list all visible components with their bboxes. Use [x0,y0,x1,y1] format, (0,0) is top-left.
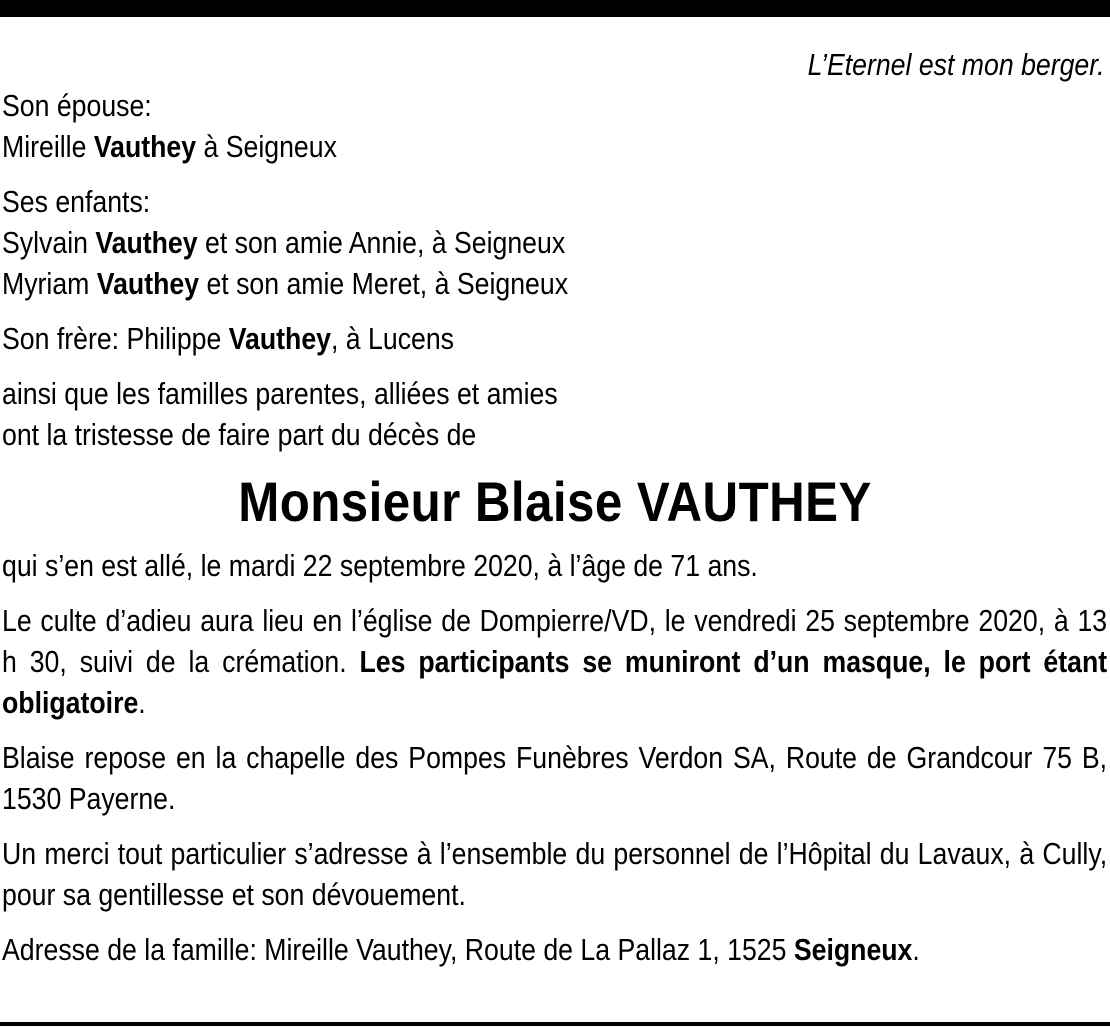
address-text: Adresse de la famille: Mireille Vauthey, Route de La Pallaz 1, 1525 [2,932,794,967]
ceremony-end: . [138,685,146,720]
address-town: Seigneux [793,932,913,967]
child-surname: Vauthey [95,225,198,260]
child-first: Sylvain [2,225,96,260]
child-surname: Vauthey [96,266,200,301]
ceremony-text: Le culte d’adieu aura lieu en l’église de Dompierre/VD, le vendredi 25 septembre 2020, à 13 h 30, suivi de la crémation. [2,603,1108,679]
brother-line [2,318,953,359]
spouse-surname: Vauthey [93,129,197,164]
family-address [2,929,953,970]
rests-paragraph: Blaise repose en la chapelle des Pompes Funèbres Verdon SA, Route de Grandcour 75 B, 1530 Payerne. [2,740,1108,816]
spouse-label: Son épouse: [2,88,152,123]
families-line-2: ont la tristesse de faire part du décès de [2,417,477,452]
address-end: . [912,932,920,967]
child-line [2,263,953,304]
child-first: Myriam [2,266,97,301]
death-info: qui s’en est allé, le mardi 22 septembre 2020, à l’âge de 71 ans. [2,548,758,583]
child-rest: et son amie Annie, à Seigneux [197,225,566,260]
thanks-paragraph: Un merci tout particulier s’adresse à l’ensemble du personnel de l’Hôpital du Lavaux, à Cully, pour sa gentillesse et son dévouement. [2,836,1108,912]
ceremony-paragraph [2,600,1107,723]
bottom-border-rule [0,1022,1110,1026]
brother-surname: Vauthey [228,321,331,356]
child-rest: et son amie Meret, à Seigneux [199,266,569,301]
obituary-notice [2,44,1108,970]
brother-pre: Son frère: Philippe [2,321,229,356]
child-line [2,222,953,263]
families-line-1: ainsi que les familles parentes, alliées et amies [2,376,558,411]
motto: L’Eternel est mon berger. [807,47,1105,82]
deceased-name: Monsieur Blaise VAUTHEY [238,470,872,533]
top-border-rule [0,0,1110,17]
spouse-first: Mireille [2,129,94,164]
spouse-line [2,126,953,167]
spouse-rest: à Seigneux [196,129,337,164]
brother-rest: , à Lucens [330,321,455,356]
ceremony-mask-notice: Les participants se muniront d’un masque, le port étant obligatoire [2,644,1108,720]
children-label: Ses enfants: [2,184,151,219]
